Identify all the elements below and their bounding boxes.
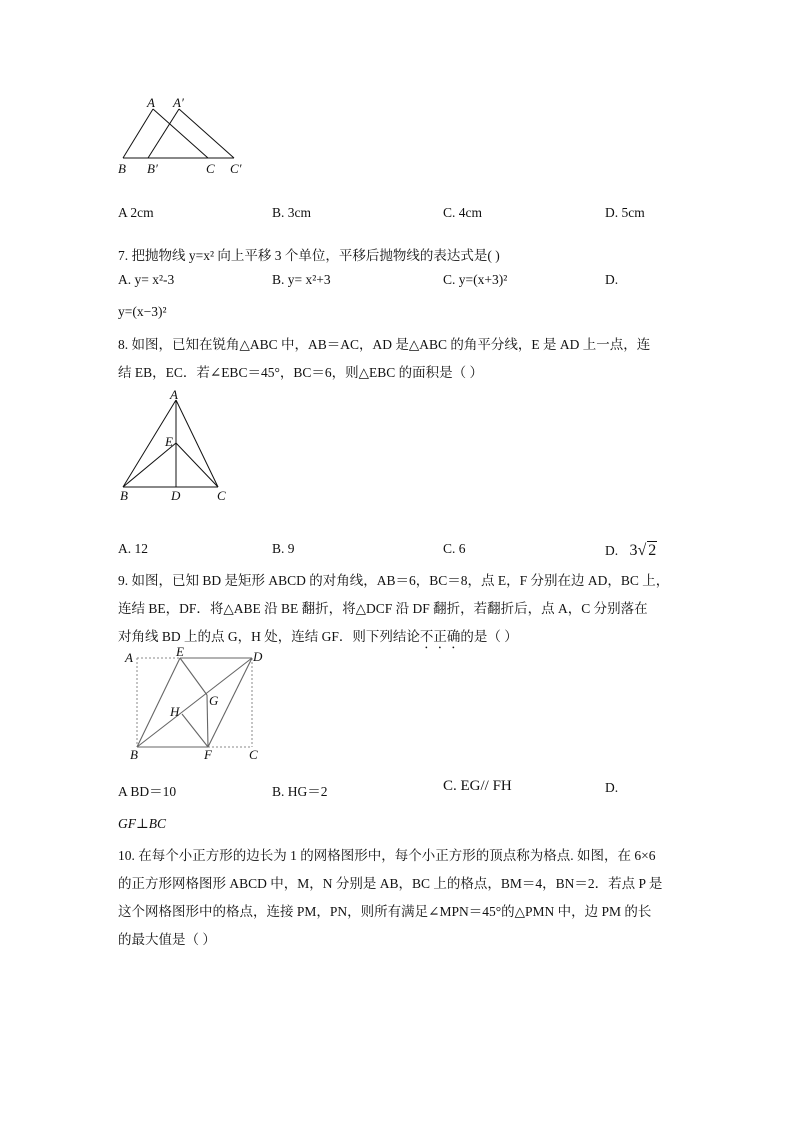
segment-a-prime-c-prime (179, 109, 234, 158)
label-b: B (118, 161, 126, 176)
q8-option-d-label: D. (605, 543, 619, 558)
q8-stem-line2: 结 EB，EC．若∠EBC＝45°，BC＝6，则△EBC 的面积是（ ） (118, 365, 483, 380)
q9-stem-line1: 9. 如图，已知 BD 是矩形 ABCD 的对角线，AB＝6，BC＝8，点 E，F 分别在边 AD，BC 上， (118, 573, 670, 588)
segment-ac (176, 400, 218, 487)
q6-option-d: D. 5cm (605, 205, 645, 220)
q9-option-c: C. EG// FH (443, 778, 512, 794)
label-h: H (170, 704, 180, 719)
label-g: G (209, 693, 219, 708)
segment-bd (137, 658, 252, 747)
q10-line3: 这个网格图形中的格点，连接 PM，PN，则所有满足∠MPN＝45°的△PMN 中，边 PM 的长 (118, 904, 652, 919)
q10-line2: 的正方形网格图形 ABCD 中，M，N 分别是 AB，BC 上的格点，BM＝4，BN＝2．若点 P 是 (118, 876, 663, 891)
q10-line1: 10. 在每个小正方形的边长为 1 的网格图形中，每个小正方形的顶点称为格点. 如图，在 6×6 (118, 848, 656, 863)
q9-option-b: B. HG＝2 (272, 784, 328, 799)
q7-option-b: B. y= x²+3 (272, 272, 331, 287)
sqrt-sign-icon: √ (637, 542, 647, 559)
label-b: B (130, 747, 138, 762)
figure-q8-triangle (110, 380, 250, 505)
q9-stem-emphasis: 不正确 (419, 629, 461, 644)
label-b: B (120, 488, 128, 503)
label-a-prime: A′ (173, 95, 184, 110)
q7-option-d-label: D. (605, 272, 619, 287)
segment-ac (153, 109, 208, 158)
q9-stem-line3-pre: 对角线 BD 上的点 G，H 处，连结 GF．则下列结论 (118, 629, 420, 644)
label-e: E (165, 434, 173, 449)
segment-ec (176, 443, 218, 487)
q8-option-a: A. 12 (118, 541, 148, 556)
q8-option-d-value (630, 541, 658, 560)
sqrt-radicand: 2 (648, 542, 657, 559)
q6-option-b: B. 3cm (272, 205, 311, 220)
label-a: A (125, 650, 133, 665)
figure-q9-rectangle (110, 645, 270, 765)
label-c: C (206, 161, 215, 176)
q9-option-a: A BD＝10 (118, 784, 177, 799)
q6-option-a: A 2cm (118, 205, 154, 220)
label-c-prime: C′ (230, 161, 242, 176)
label-a: A (170, 387, 178, 402)
q8-option-b: B. 9 (272, 541, 295, 556)
label-b-prime: B′ (147, 161, 158, 176)
sqrt-coefficient: 3 (629, 542, 638, 559)
label-c: C (249, 747, 258, 762)
q8-stem-line1: 8. 如图，已知在锐角△ABC 中，AB＝AC，AD 是△ABC 的角平分线，E 是 AD 上一点，连 (118, 337, 651, 352)
segment-eb (123, 443, 176, 487)
q7-option-c: C. y=(x+3)² (443, 272, 508, 287)
label-c: C (217, 488, 226, 503)
label-d: D (253, 649, 263, 664)
q6-option-c: C. 4cm (443, 205, 482, 220)
q10-line4: 的最大值是（ ） (118, 932, 216, 947)
segment-eg (180, 658, 207, 695)
segment-ab (123, 109, 153, 158)
q7-option-a: A. y= x²-3 (118, 272, 175, 287)
q7-stem: 7. 把抛物线 y=x² 向上平移 3 个单位，平移后抛物线的表达式是( ) (118, 248, 500, 263)
label-a: A (147, 95, 155, 110)
q8-option-c: C. 6 (443, 541, 466, 556)
label-e: E (176, 645, 184, 659)
segment-gf (207, 695, 208, 747)
q9-stem-line2: 连结 BE，DF．将△ABE 沿 BE 翻折，将△DCF 沿 DF 翻折，若翻折后，点 A，C 分别落在 (118, 601, 648, 616)
segment-be (137, 658, 180, 747)
segment-hf (182, 714, 208, 747)
figure-q6-triangles (110, 90, 260, 180)
label-f: F (204, 747, 212, 762)
q8-option-d (605, 541, 657, 560)
segment-a-prime-b-prime (148, 109, 179, 158)
label-d: D (171, 488, 181, 503)
q9-stem-line3-post: 的是（ ） (460, 629, 518, 644)
q9-option-d-label: D. (605, 780, 619, 795)
q9-option-d-value: GF⊥BC (118, 816, 166, 831)
q7-option-d-value: y=(x−3)² (118, 304, 167, 319)
